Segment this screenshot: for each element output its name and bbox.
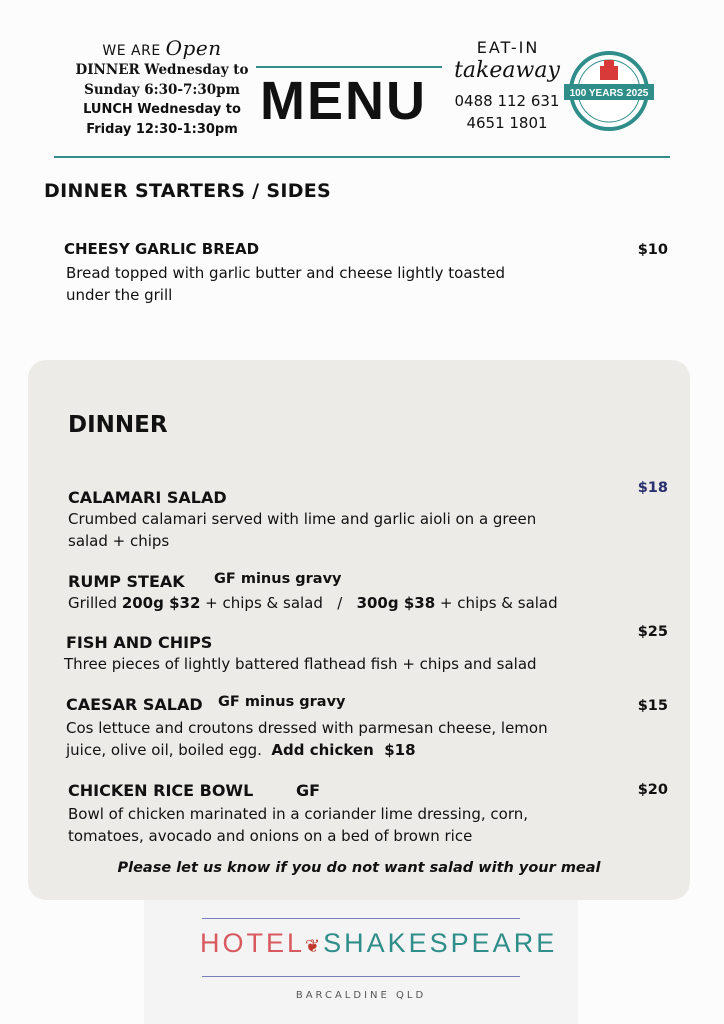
desc-garlic-bread-2: under the grill (66, 286, 173, 304)
desc-caesar-salad-2: juice, olive oil, boiled egg. Add chicken $18 (66, 741, 416, 759)
header-divider (54, 156, 670, 158)
lunch-hours-line-1: LUNCH Wednesday to (83, 102, 241, 117)
item-name-rump-steak: RUMP STEAK (68, 572, 185, 591)
tag-caesar-salad: GF minus gravy (218, 694, 346, 710)
price-garlic-bread: $10 (637, 242, 668, 258)
phone-landline[interactable]: 4651 1801 (466, 114, 548, 132)
logo-rule-top (202, 918, 520, 919)
location-label: BARCALDINE QLD (295, 990, 427, 1001)
centenary-badge-icon (564, 46, 654, 136)
starters-heading: DINNER STARTERS / SIDES (44, 180, 332, 202)
eat-in-label: EAT-IN (476, 38, 540, 57)
item-name-caesar-salad: CAESAR SALAD (66, 695, 203, 714)
item-name-garlic-bread: CHEESY GARLIC BREAD (64, 240, 260, 258)
tag-rump-steak: GF minus gravy (214, 571, 342, 587)
page-title: MENU (260, 71, 427, 131)
we-are-label: WE ARE (102, 43, 161, 59)
badge-text: 100 YEARS 2025 (569, 88, 649, 99)
takeaway-label: takeaway (454, 58, 560, 83)
salad-note: Please let us know if you do not want salad with your meal (117, 860, 601, 876)
chili-icon: ❦ (305, 936, 324, 956)
desc-garlic-bread-1: Bread topped with garlic butter and cheese lightly toasted (66, 264, 505, 282)
logo-rule-bottom (202, 976, 520, 977)
lunch-hours-line-2: Friday 12:30-1:30pm (86, 122, 238, 137)
desc-calamari-2: salad + chips (68, 532, 170, 550)
desc-chicken-rice-bowl-1: Bowl of chicken marinated in a coriander lime dressing, corn, (68, 805, 528, 823)
price-fish-and-chips: $25 (637, 624, 668, 640)
item-name-chicken-rice-bowl: CHICKEN RICE BOWL (68, 781, 254, 800)
item-name-fish-and-chips: FISH AND CHIPS (66, 633, 213, 652)
dinner-hours-line-1: DINNER Wednesday to (75, 62, 249, 78)
price-chicken-rice-bowl: $20 (637, 782, 668, 798)
price-calamari: $18 (637, 480, 668, 496)
tag-chicken-rice-bowl: GF (296, 781, 321, 800)
item-name-calamari: CALAMARI SALAD (68, 488, 227, 507)
desc-chicken-rice-bowl-2: tomatoes, avocado and onions on a bed of brown rice (68, 827, 473, 845)
desc-caesar-salad-1: Cos lettuce and croutons dressed with parmesan cheese, lemon (66, 719, 548, 737)
dinner-hours-line-2: Sunday 6:30-7:30pm (84, 82, 240, 98)
desc-rump-steak: Grilled 200g $32 + chips & salad / 300g $38 + chips & salad (68, 594, 558, 612)
desc-fish-and-chips: Three pieces of lightly battered flathead fish + chips and salad (64, 655, 537, 673)
opening-hours (62, 36, 262, 140)
open-label: Open (165, 36, 222, 60)
hotel-logo: HOTEL❦SHAKESPEARE (200, 928, 558, 958)
desc-calamari-1: Crumbed calamari served with lime and garlic aioli on a green (68, 510, 537, 528)
phone-mobile[interactable]: 0488 112 631 (454, 92, 560, 110)
title-rule (256, 66, 442, 68)
dinner-heading: DINNER (68, 412, 168, 438)
price-caesar-salad: $15 (637, 698, 668, 714)
